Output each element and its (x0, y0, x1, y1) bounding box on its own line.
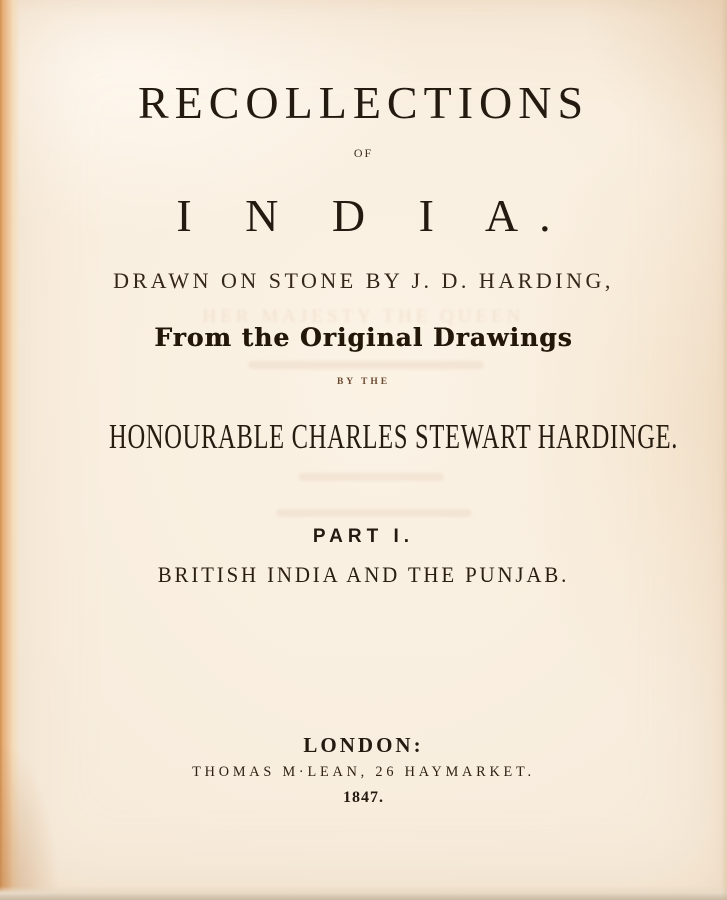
lithographer-credit-line: DRAWN ON STONE BY J. D. HARDING, (113, 268, 614, 293)
part-subtitle-line: BRITISH INDIA AND THE PUNJAB. (157, 562, 570, 587)
page-edge-right (721, 0, 727, 900)
imprint-year: 1847. (343, 789, 384, 806)
by-the-line: BY THE (336, 377, 391, 387)
page-stack-edge-bottom (0, 886, 727, 900)
from-original-drawings-line: From the Original Drawings (154, 323, 573, 352)
ghost-showthrough-text: HER MAJESTY THE QUEEN (202, 306, 525, 327)
part-number-line: PART I. (312, 526, 415, 547)
imprint-city: LONDON: (303, 733, 424, 757)
title-connector-of: OF (353, 146, 374, 160)
ghost-showthrough-bar (248, 361, 484, 369)
book-title-india: I N D I A. (176, 190, 572, 241)
author-name-line: HONOURABLE CHARLES STEWART HARDINGE. (109, 417, 679, 456)
book-title-main: RECOLLECTIONS (137, 77, 590, 128)
ghost-showthrough-bar (276, 509, 472, 517)
ghost-showthrough-bar (298, 473, 444, 481)
imprint-publisher: THOMAS M·LEAN, 26 HAYMARKET. (192, 764, 535, 780)
